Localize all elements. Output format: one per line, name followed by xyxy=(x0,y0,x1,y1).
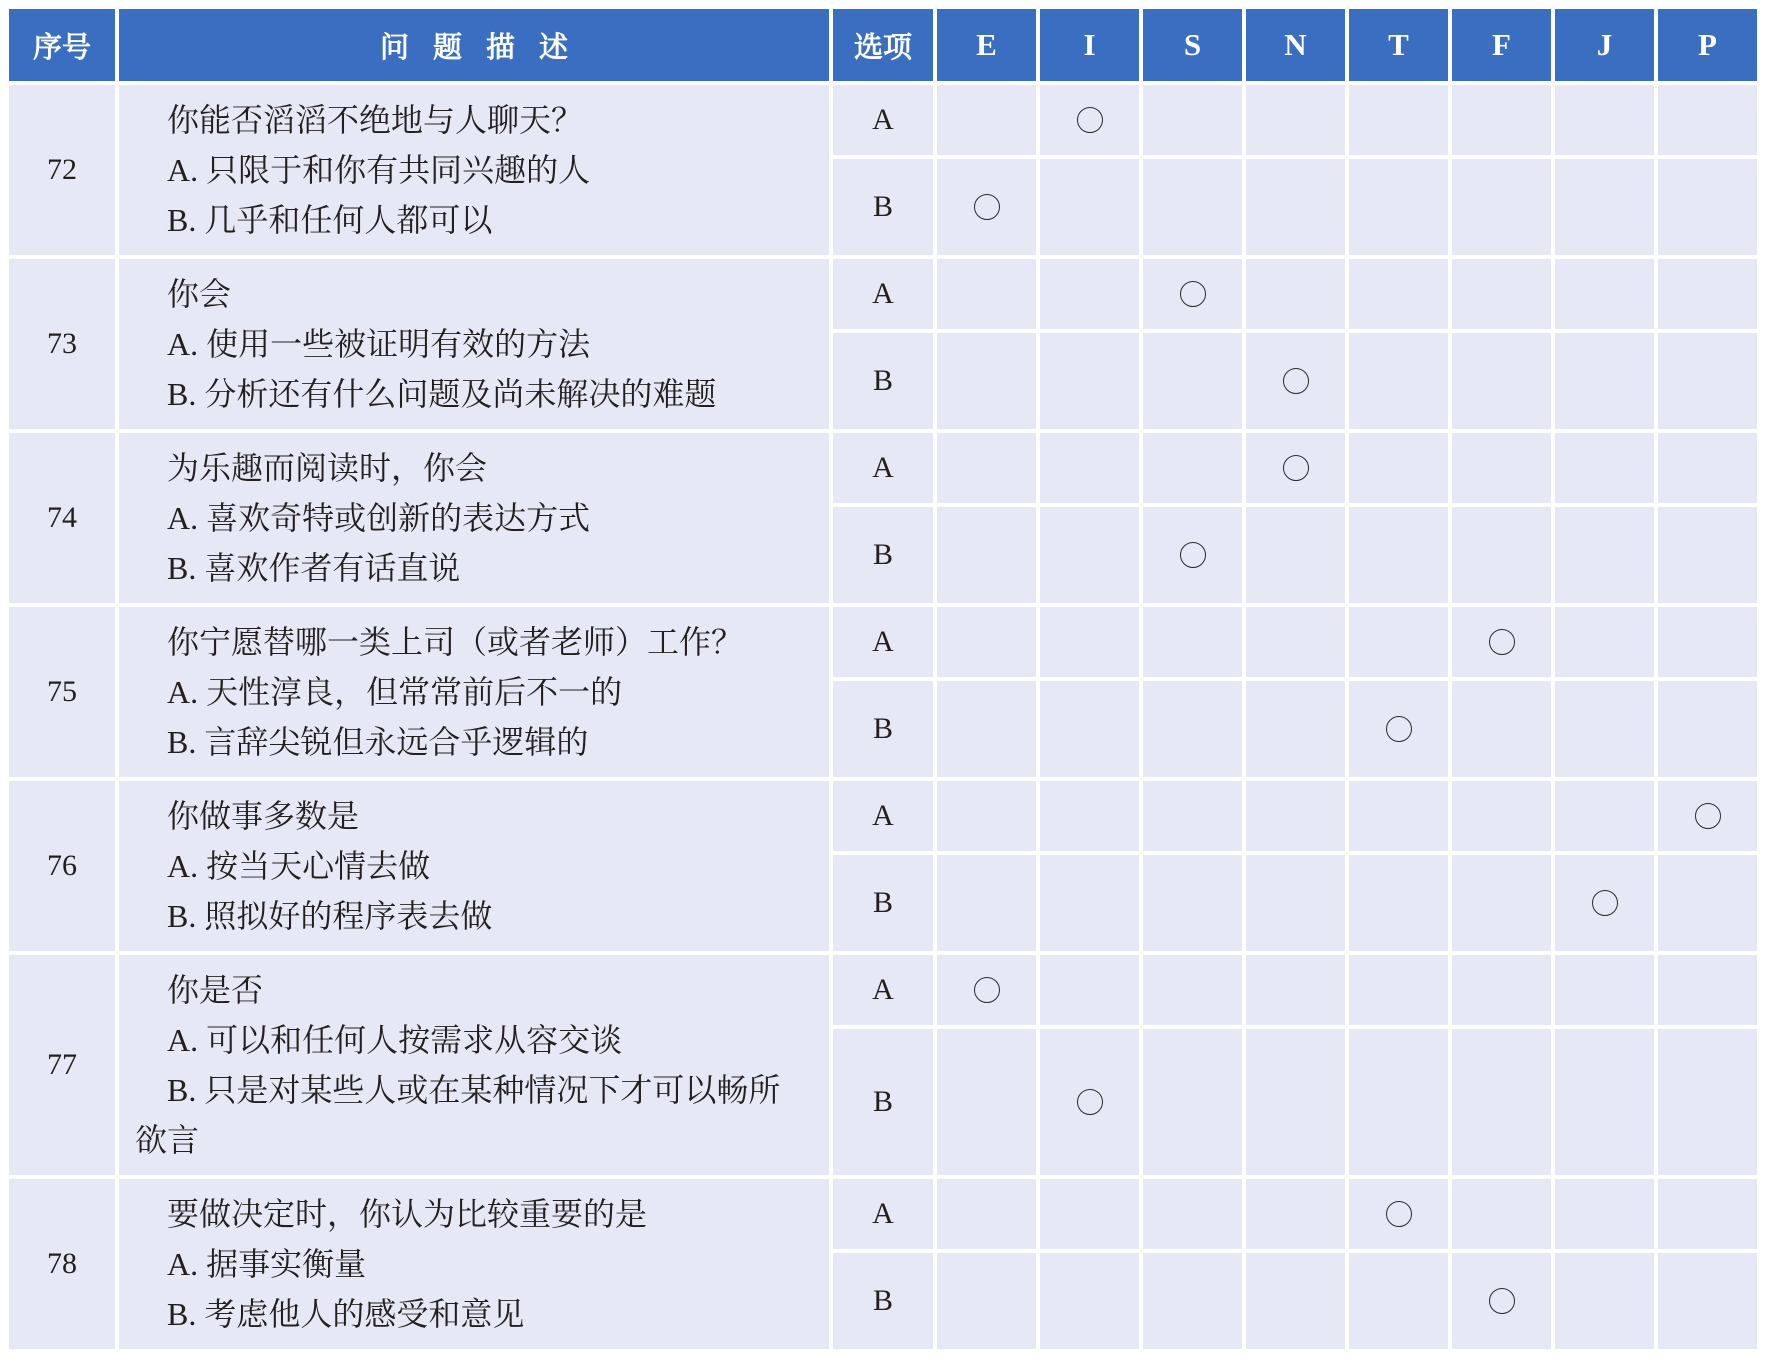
answer-cell-f xyxy=(1452,259,1551,329)
answer-cell-i xyxy=(1040,781,1139,851)
answer-cell-e xyxy=(937,955,1036,1025)
option-key: B xyxy=(833,855,933,951)
answer-cell-j xyxy=(1555,159,1654,255)
answer-cell-s xyxy=(1143,1253,1242,1349)
answer-cell-s xyxy=(1143,955,1242,1025)
header-option: 选项 xyxy=(833,9,933,81)
answer-cell-i xyxy=(1040,955,1139,1025)
answer-grid xyxy=(833,1179,1757,1349)
question-description xyxy=(119,955,829,1175)
answer-cell-f xyxy=(1452,159,1551,255)
question-group xyxy=(9,259,1757,429)
answer-cell-s xyxy=(1143,1179,1242,1249)
answer-cell-e xyxy=(937,85,1036,155)
answer-cell-i xyxy=(1040,1029,1139,1175)
circle-mark xyxy=(1180,281,1206,307)
option-text: A. 使用一些被证明有效的方法 xyxy=(167,326,591,362)
header-type-f: F xyxy=(1452,9,1551,81)
circle-mark xyxy=(974,194,1000,220)
answer-cell-i xyxy=(1040,1179,1139,1249)
answer-cell-t xyxy=(1349,159,1448,255)
answer-cell-n xyxy=(1246,259,1345,329)
answer-grid xyxy=(833,85,1757,255)
option-text: A. 据事实衡量 xyxy=(167,1246,367,1282)
answer-grid xyxy=(833,955,1757,1175)
answer-row xyxy=(833,85,1757,155)
answer-cell-f xyxy=(1452,855,1551,951)
answer-cell-s xyxy=(1143,607,1242,677)
option-key: B xyxy=(833,681,933,777)
answer-cell-f xyxy=(1452,681,1551,777)
answer-row xyxy=(833,1179,1757,1249)
answer-row xyxy=(833,507,1757,603)
answer-cell-j xyxy=(1555,85,1654,155)
answer-cell-i xyxy=(1040,607,1139,677)
option-key: A xyxy=(833,607,933,677)
answer-grid xyxy=(833,781,1757,951)
question-group xyxy=(9,955,1757,1175)
header-type-i: I xyxy=(1040,9,1139,81)
question-number: 73 xyxy=(9,259,115,429)
question-text: 你宁愿替哪一类上司（或者老师）工作？ xyxy=(167,624,744,660)
question-description xyxy=(119,781,829,951)
circle-mark xyxy=(1283,455,1309,481)
header-type-s: S xyxy=(1143,9,1242,81)
answer-cell-n xyxy=(1246,607,1345,677)
answer-row xyxy=(833,259,1757,329)
answer-cell-n xyxy=(1246,1029,1345,1175)
answer-cell-t xyxy=(1349,85,1448,155)
answer-row xyxy=(833,1029,1757,1175)
option-text: B. 言辞尖锐但永远合乎逻辑的 xyxy=(167,724,589,760)
answer-cell-n xyxy=(1246,855,1345,951)
question-text: 你是否 xyxy=(167,972,264,1008)
answer-cell-s xyxy=(1143,159,1242,255)
answer-cell-i xyxy=(1040,855,1139,951)
circle-mark xyxy=(1489,629,1515,655)
answer-cell-s xyxy=(1143,1029,1242,1175)
answer-cell-n xyxy=(1246,85,1345,155)
header-row xyxy=(9,9,1757,81)
option-text: B. 只是对某些人或在某种情况下才可以畅所欲言 xyxy=(135,1072,781,1158)
answer-cell-t xyxy=(1349,507,1448,603)
answer-cell-p xyxy=(1658,507,1757,603)
question-number: 72 xyxy=(9,85,115,255)
answer-cell-i xyxy=(1040,159,1139,255)
question-number: 76 xyxy=(9,781,115,951)
question-group xyxy=(9,1179,1757,1349)
option-key: A xyxy=(833,955,933,1025)
answer-cell-f xyxy=(1452,85,1551,155)
answer-cell-f xyxy=(1452,781,1551,851)
answer-row xyxy=(833,955,1757,1025)
option-text: A. 只限于和你有共同兴趣的人 xyxy=(167,152,591,188)
answer-cell-i xyxy=(1040,333,1139,429)
option-key: A xyxy=(833,1179,933,1249)
answer-cell-j xyxy=(1555,781,1654,851)
answer-cell-f xyxy=(1452,955,1551,1025)
answer-cell-f xyxy=(1452,333,1551,429)
option-text: A. 喜欢奇特或创新的表达方式 xyxy=(167,500,591,536)
header-number: 序号 xyxy=(9,9,115,81)
answer-cell-p xyxy=(1658,1029,1757,1175)
circle-mark xyxy=(1077,1089,1103,1115)
answer-row xyxy=(833,607,1757,677)
answer-cell-i xyxy=(1040,85,1139,155)
option-key: A xyxy=(833,781,933,851)
question-text: 你会 xyxy=(167,276,232,312)
question-description xyxy=(119,259,829,429)
answer-row xyxy=(833,681,1757,777)
question-text: 要做决定时，你认为比较重要的是 xyxy=(167,1196,648,1232)
answer-cell-e xyxy=(937,855,1036,951)
answer-cell-s xyxy=(1143,681,1242,777)
answer-cell-n xyxy=(1246,507,1345,603)
answer-cell-s xyxy=(1143,855,1242,951)
header-question-label: 问题描述 xyxy=(379,29,592,64)
answer-cell-t xyxy=(1349,433,1448,503)
answer-cell-s xyxy=(1143,85,1242,155)
answer-cell-j xyxy=(1555,333,1654,429)
question-number: 74 xyxy=(9,433,115,603)
answer-cell-t xyxy=(1349,333,1448,429)
answer-row xyxy=(833,159,1757,255)
answer-cell-j xyxy=(1555,1179,1654,1249)
answer-cell-p xyxy=(1658,955,1757,1025)
question-number: 75 xyxy=(9,607,115,777)
answer-cell-t xyxy=(1349,681,1448,777)
question-description xyxy=(119,85,829,255)
option-key: A xyxy=(833,433,933,503)
answer-cell-n xyxy=(1246,333,1345,429)
question-number: 78 xyxy=(9,1179,115,1349)
answer-cell-j xyxy=(1555,507,1654,603)
question-description xyxy=(119,433,829,603)
answer-cell-j xyxy=(1555,433,1654,503)
option-text: B. 照拟好的程序表去做 xyxy=(167,898,493,934)
answer-cell-p xyxy=(1658,855,1757,951)
circle-mark xyxy=(974,977,1000,1003)
option-key: A xyxy=(833,85,933,155)
circle-mark xyxy=(1077,107,1103,133)
answer-cell-t xyxy=(1349,259,1448,329)
question-group xyxy=(9,433,1757,603)
answer-cell-i xyxy=(1040,681,1139,777)
option-text: A. 按当天心情去做 xyxy=(167,848,431,884)
answer-cell-t xyxy=(1349,955,1448,1025)
answer-cell-p xyxy=(1658,333,1757,429)
answer-row xyxy=(833,855,1757,951)
header-type-p: P xyxy=(1658,9,1757,81)
answer-cell-e xyxy=(937,1179,1036,1249)
answer-cell-t xyxy=(1349,781,1448,851)
answer-cell-j xyxy=(1555,1253,1654,1349)
answer-row xyxy=(833,433,1757,503)
answer-cell-p xyxy=(1658,433,1757,503)
option-text: B. 几乎和任何人都可以 xyxy=(167,202,493,238)
answer-cell-p xyxy=(1658,1179,1757,1249)
answer-cell-n xyxy=(1246,433,1345,503)
answer-grid xyxy=(833,259,1757,429)
circle-mark xyxy=(1386,716,1412,742)
circle-mark xyxy=(1386,1201,1412,1227)
answer-cell-j xyxy=(1555,855,1654,951)
answer-cell-n xyxy=(1246,681,1345,777)
header-type-j: J xyxy=(1555,9,1654,81)
question-text: 你能否滔滔不绝地与人聊天？ xyxy=(167,102,584,138)
question-description xyxy=(119,1179,829,1349)
circle-mark xyxy=(1489,1288,1515,1314)
circle-mark xyxy=(1592,890,1618,916)
answer-cell-e xyxy=(937,1253,1036,1349)
answer-cell-p xyxy=(1658,607,1757,677)
answer-cell-j xyxy=(1555,955,1654,1025)
answer-cell-n xyxy=(1246,1253,1345,1349)
answer-cell-t xyxy=(1349,607,1448,677)
answer-cell-j xyxy=(1555,607,1654,677)
answer-cell-e xyxy=(937,433,1036,503)
answer-cell-e xyxy=(937,607,1036,677)
answer-cell-f xyxy=(1452,433,1551,503)
answer-cell-j xyxy=(1555,259,1654,329)
answer-cell-t xyxy=(1349,1029,1448,1175)
option-key: B xyxy=(833,333,933,429)
answer-row xyxy=(833,1253,1757,1349)
question-group xyxy=(9,781,1757,951)
answer-cell-t xyxy=(1349,1179,1448,1249)
header-type-n: N xyxy=(1246,9,1345,81)
option-key: B xyxy=(833,507,933,603)
answer-cell-n xyxy=(1246,159,1345,255)
answer-cell-f xyxy=(1452,507,1551,603)
answer-cell-s xyxy=(1143,781,1242,851)
answer-cell-p xyxy=(1658,781,1757,851)
answer-cell-f xyxy=(1452,1029,1551,1175)
answer-cell-s xyxy=(1143,333,1242,429)
answer-cell-s xyxy=(1143,433,1242,503)
option-key: A xyxy=(833,259,933,329)
answer-cell-p xyxy=(1658,85,1757,155)
answer-cell-n xyxy=(1246,781,1345,851)
header-question xyxy=(119,9,829,81)
option-text: A. 天性淳良，但常常前后不一的 xyxy=(167,674,623,710)
mbti-question-table xyxy=(9,9,1757,1349)
answer-cell-t xyxy=(1349,1253,1448,1349)
answer-cell-i xyxy=(1040,259,1139,329)
answer-cell-s xyxy=(1143,507,1242,603)
answer-cell-e xyxy=(937,507,1036,603)
answer-cell-e xyxy=(937,159,1036,255)
answer-cell-f xyxy=(1452,1253,1551,1349)
answer-cell-e xyxy=(937,1029,1036,1175)
answer-cell-i xyxy=(1040,1253,1139,1349)
answer-cell-e xyxy=(937,681,1036,777)
answer-cell-j xyxy=(1555,1029,1654,1175)
answer-cell-e xyxy=(937,259,1036,329)
question-group xyxy=(9,607,1757,777)
question-group xyxy=(9,85,1757,255)
answer-row xyxy=(833,333,1757,429)
answer-cell-j xyxy=(1555,681,1654,777)
circle-mark xyxy=(1695,803,1721,829)
header-type-e: E xyxy=(937,9,1036,81)
answer-cell-i xyxy=(1040,507,1139,603)
circle-mark xyxy=(1283,368,1309,394)
question-number: 77 xyxy=(9,955,115,1175)
circle-mark xyxy=(1180,542,1206,568)
header-type-t: T xyxy=(1349,9,1448,81)
question-text: 为乐趣而阅读时，你会 xyxy=(167,450,488,486)
answer-cell-p xyxy=(1658,259,1757,329)
answer-cell-i xyxy=(1040,433,1139,503)
question-text: 你做事多数是 xyxy=(167,798,360,834)
answer-cell-e xyxy=(937,333,1036,429)
option-key: B xyxy=(833,159,933,255)
answer-row xyxy=(833,781,1757,851)
answer-grid xyxy=(833,607,1757,777)
option-text: A. 可以和任何人按需求从容交谈 xyxy=(167,1022,623,1058)
answer-cell-n xyxy=(1246,1179,1345,1249)
option-text: B. 分析还有什么问题及尚未解决的难题 xyxy=(167,376,717,412)
option-text: B. 喜欢作者有话直说 xyxy=(167,550,461,586)
answer-grid xyxy=(833,433,1757,603)
answer-cell-s xyxy=(1143,259,1242,329)
option-key: B xyxy=(833,1253,933,1349)
answer-cell-e xyxy=(937,781,1036,851)
answer-cell-p xyxy=(1658,1253,1757,1349)
answer-cell-t xyxy=(1349,855,1448,951)
question-description xyxy=(119,607,829,777)
answer-cell-f xyxy=(1452,607,1551,677)
answer-cell-f xyxy=(1452,1179,1551,1249)
answer-cell-p xyxy=(1658,159,1757,255)
option-text: B. 考虑他人的感受和意见 xyxy=(167,1296,525,1332)
answer-cell-n xyxy=(1246,955,1345,1025)
option-key: B xyxy=(833,1029,933,1175)
answer-cell-p xyxy=(1658,681,1757,777)
